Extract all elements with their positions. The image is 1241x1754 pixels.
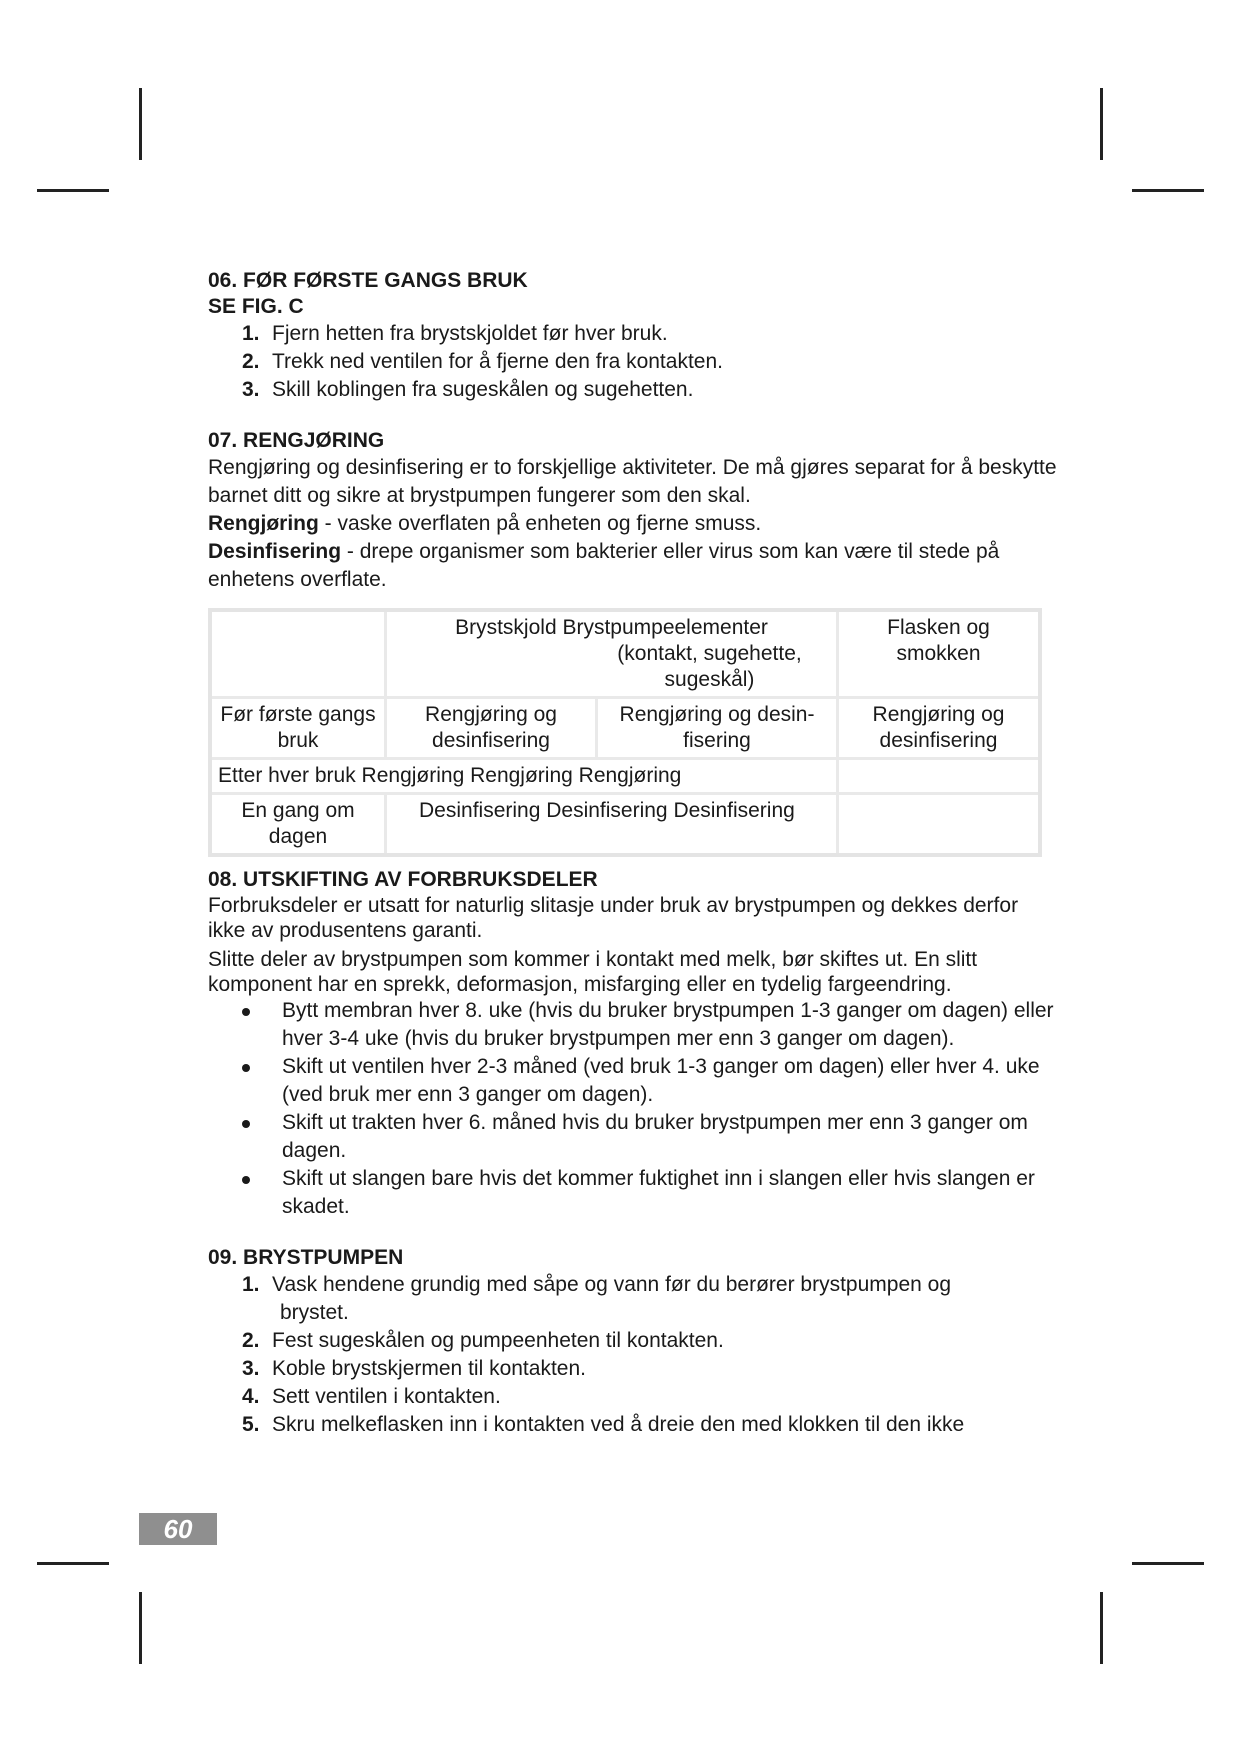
table-row <box>210 610 1040 698</box>
step-text: Trekk ned ventilen for å fjerne den fra kontakten. <box>272 350 723 373</box>
bullet-text: Skift ut ventilen hver 2-3 måned (ved bruk 1-3 ganger om dagen) eller hver 4. uke (ved bruk mer enn 3 ganger om dagen). <box>282 1055 1040 1106</box>
header-parts-label: Brystskjold Brystpumpeelementer <box>455 616 768 639</box>
step-text: Vask hendene grundig med såpe og vann før du berører brystpumpen og <box>272 1273 952 1296</box>
step-number: 4. <box>242 1385 260 1408</box>
list-item <box>242 320 1058 348</box>
table-cell <box>210 610 386 698</box>
bullet-icon <box>242 1120 250 1128</box>
list-item <box>242 348 1058 376</box>
step-number: 5. <box>242 1413 260 1436</box>
list-item <box>242 1355 1058 1383</box>
step-text: Koble brystskjermen til kontakten. <box>272 1357 586 1380</box>
section-08-title: 08. UTSKIFTING AV FORBRUKSDELER <box>208 868 598 891</box>
bullet-icon <box>242 1064 250 1072</box>
table-cell <box>838 794 1041 856</box>
list-item <box>242 1109 1058 1165</box>
step-number: 1. <box>242 322 260 345</box>
page-number: 60 <box>139 1513 217 1545</box>
list-item <box>242 1411 1058 1439</box>
table-cell: Flasken og smokken <box>838 610 1041 698</box>
table-cell: En gang om dagen <box>210 794 386 856</box>
table-cell: Rengjøring og desin-fisering <box>597 698 838 759</box>
cleaning-table <box>208 608 1042 857</box>
crop-mark-top-right-horizontal <box>1132 189 1204 192</box>
crop-mark-bottom-left-horizontal <box>37 1562 109 1565</box>
list-item <box>242 1383 1058 1411</box>
section-09-title: 09. BRYSTPUMPEN <box>208 1246 404 1269</box>
definition-text: - drepe organismer som bakterier eller virus som kan være til stede på enhetens overflate. <box>208 540 1000 591</box>
list-item <box>242 1053 1058 1109</box>
section-06-subtitle: SE FIG. C <box>208 295 304 318</box>
crop-mark-top-left-vertical <box>139 88 142 160</box>
table-cell: Rengjøring og desinfisering <box>838 698 1041 759</box>
step-number: 3. <box>242 378 260 401</box>
table-cell <box>838 759 1041 794</box>
list-item <box>242 1327 1058 1355</box>
section-07-intro: Rengjøring og desinfisering er to forskjellige aktiviteter. De må gjøres separat for å beskytte barnet ditt og sikre at brystpumpen fungerer som den skal. <box>208 456 1057 507</box>
section-08-bullets <box>208 997 1058 1221</box>
list-item <box>242 376 1058 404</box>
bullet-text: Skift ut slangen bare hvis det kommer fuktighet inn i slangen eller hvis slangen er skadet. <box>282 1167 1035 1218</box>
step-number: 2. <box>242 1329 260 1352</box>
crop-mark-bottom-right-vertical <box>1100 1592 1103 1664</box>
section-06-steps <box>208 320 1058 404</box>
page-content <box>208 268 1058 1439</box>
section-08-paragraph-1: Forbruksdeler er utsatt for naturlig slitasje under bruk av brystpumpen og dekkes derfor ikke av produsentens garanti. <box>208 894 1019 942</box>
step-text: Skru melkeflasken inn i kontakten ved å dreie den med klokken til den ikke <box>272 1413 965 1436</box>
list-item <box>242 1271 1058 1327</box>
section-09-steps <box>208 1271 1058 1439</box>
section-07-title: 07. RENGJØRING <box>208 429 385 452</box>
step-text: Skill koblingen fra sugeskålen og sugehetten. <box>272 378 694 401</box>
step-text: Fjern hetten fra brystskjoldet før hver bruk. <box>272 322 668 345</box>
step-number: 1. <box>242 1273 260 1296</box>
definition-disinfection <box>208 538 1058 594</box>
table-cell <box>386 610 838 698</box>
table-cell: Etter hver bruk Rengjøring Rengjøring Rengjøring <box>210 759 838 794</box>
step-number: 3. <box>242 1357 260 1380</box>
definition-text: - vaske overflaten på enheten og fjerne smuss. <box>318 512 762 535</box>
section-06-title: 06. FØR FØRSTE GANGS BRUK <box>208 269 528 292</box>
bullet-text: Bytt membran hver 8. uke (hvis du bruker brystpumpen 1-3 ganger om dagen) eller hver 3-4 uke (hvis du bruker brystpumpen mer enn 3 ganger om dagen). <box>282 999 1054 1050</box>
crop-mark-bottom-right-horizontal <box>1132 1562 1204 1565</box>
table-row <box>210 698 1040 759</box>
list-item <box>242 997 1058 1053</box>
list-item <box>242 1165 1058 1221</box>
definition-cleaning <box>208 510 1058 538</box>
table-row <box>210 794 1040 856</box>
table-cell: Rengjøring og desinfisering <box>386 698 597 759</box>
bullet-text: Skift ut trakten hver 6. måned hvis du bruker brystpumpen mer enn 3 ganger om dagen. <box>282 1111 1028 1162</box>
step-text-continuation: brystet. <box>280 1301 349 1324</box>
section-08-paragraph-2: Slitte deler av brystpumpen som kommer i kontakt med melk, bør skiftes ut. En slitt komponent har en sprekk, deformasjon, misfarging eller en tydelig fargeendring. <box>208 948 978 996</box>
bullet-icon <box>242 1008 250 1016</box>
crop-mark-top-left-horizontal <box>37 189 109 192</box>
definition-term: Desinfisering <box>208 540 342 563</box>
header-parts-sublabel: (kontakt, sugehette, sugeskål) <box>617 642 802 691</box>
crop-mark-top-right-vertical <box>1100 88 1103 160</box>
table-cell: Før første gangs bruk <box>210 698 386 759</box>
table-row <box>210 759 1040 794</box>
bullet-icon <box>242 1176 250 1184</box>
step-number: 2. <box>242 350 260 373</box>
definition-term: Rengjøring <box>208 512 319 535</box>
step-text: Sett ventilen i kontakten. <box>272 1385 501 1408</box>
table-cell: Desinfisering Desinfisering Desinfisering <box>386 794 838 856</box>
crop-mark-bottom-left-vertical <box>139 1592 142 1664</box>
step-text: Fest sugeskålen og pumpeenheten til kontakten. <box>272 1329 724 1352</box>
